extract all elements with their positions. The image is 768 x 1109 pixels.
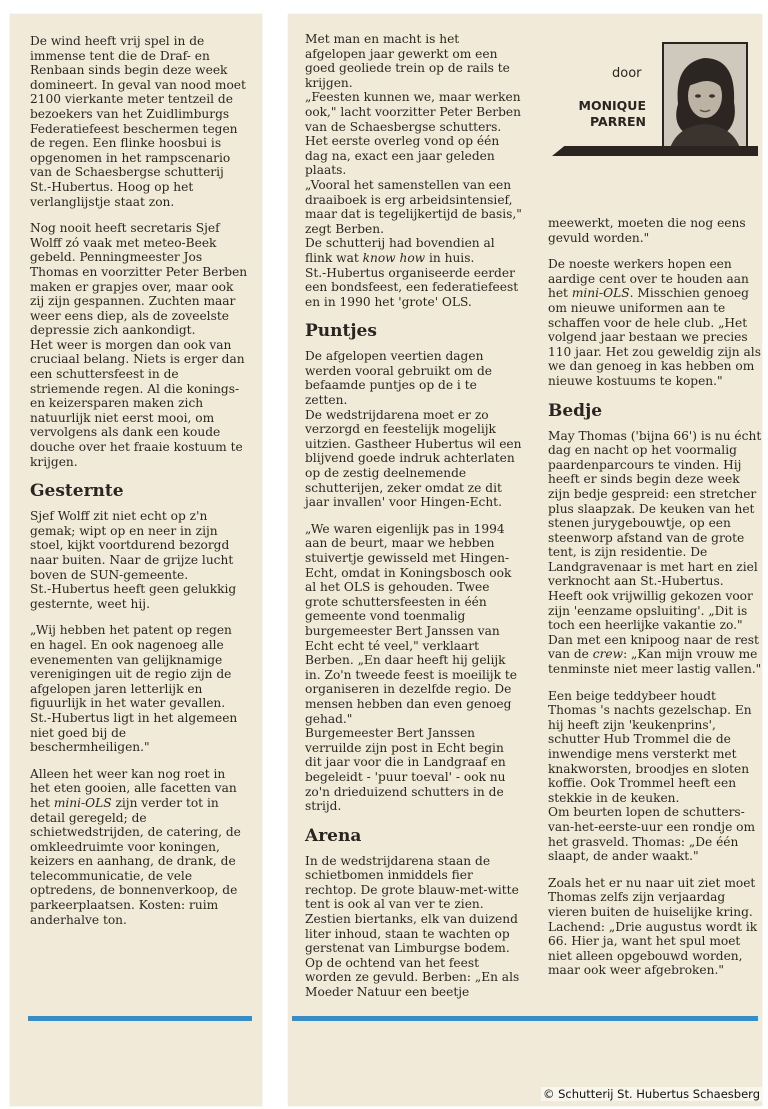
italic-term: mini-OLS	[53, 795, 112, 810]
text-run: De schutterij had bovendien al flink wat	[305, 236, 495, 265]
paragraph: De wedstrijdarena moet er zo verzorgd en feestelijk mogelijk uitzien. Gastheer Hubertus wil een blijvend goede indruk achterlaten op de zestig deelnemende schutterijen, zeker omdat ze dit jaar invallen' voor Hingen-Echt.	[305, 407, 522, 510]
quote-paragraph: „Vooral het samenstellen van een draaiboek is erg arbeidsintensief, maar dat is tegelijkertijd de basis," zegt Berben.	[305, 177, 522, 236]
copyright-notice: © Schutterij St. Hubertus Schaesberg	[542, 1087, 760, 1101]
article-column-2	[305, 32, 523, 1012]
byline-bar	[552, 146, 758, 156]
text-run: Alleen het weer kan nog roet in het eten gooien, alle facetten van het	[30, 766, 237, 810]
paragraph: Nog nooit heeft secretaris Sjef Wolff zó vaak met meteo-Beek gebeld. Penningmeester Jos Thomas en voorzitter Peter Berben maken er grapjes over, maar ook zij zijn gespannen. Zuchten maar weer eens diep, als de zoveelste depressie zich aankondigt.	[30, 221, 248, 338]
paragraph	[305, 236, 523, 265]
paragraph: St.-Hubertus heeft geen gelukkig gesternte, weet hij.	[30, 582, 237, 611]
paragraph: Met man en macht is het afgelopen jaar gewerkt om een goed geoliede trein op de rails te krijgen.	[305, 32, 510, 90]
quote-paragraph: „Wij hebben het patent op regen en hagel. En ook nagenoeg alle evenementen van gelijknamige verenigingen uit de regio zijn de afgelopen jaren letterlijk en figuurlijk in het water gevallen. St.-Hubertus ligt in het algemeen niet goed bij de beschermheiligen."	[30, 623, 238, 755]
paragraph: In de wedstrijdarena staan de schietbomen inmiddels fier rechtop. De grote blauw-met-witte tent is ook al van ver te zien.	[305, 853, 519, 912]
author-first-name: MONIQUE	[578, 98, 646, 113]
paragraph	[548, 257, 762, 388]
text-run: in huis.	[425, 250, 475, 265]
lead-paragraph: De wind heeft vrij spel in de immense tent die de Draf- en Renbaan sinds begin deze week domineert. In geval van nood moet 2100 vierkante meter tentzeil de bezoekers van het Zuidlimburgs Federatiefeest beschermen tegen de regen. Een flinke hoosbui is opgenomen in het rampscenario van de Schaesbergse schutterij St.-Hubertus. Hoog op het verlanglijstje staat zon.	[30, 34, 246, 209]
byline	[552, 38, 758, 160]
subheading-bedje: Bedje	[548, 400, 603, 421]
italic-term: know how	[362, 250, 426, 265]
paragraph: Zoals het er nu naar uit ziet moet Thomas zelfs zijn verjaardag vieren buiten de huiselijke kring. Lachend: „Drie augustus wordt ik 66. Hier ja, want het spul moet niet alleen opgebouwd worden, maar ook weer afgebroken."	[548, 875, 758, 978]
italic-term: mini-OLS	[571, 286, 630, 301]
paragraph	[30, 767, 248, 928]
paragraph: Het eerste overleg vond op één dag na, exact een jaar geleden plaats.	[305, 134, 500, 178]
text-run: : „Kan mijn vrouw me tenminste niet meer lastig vallen."	[548, 647, 762, 677]
paragraph: St.-Hubertus organiseerde eerder een bondsfeest, een federatiefeest en in 1990 het 'grote' OLS.	[305, 265, 519, 309]
italic-term: crew	[592, 647, 624, 662]
paragraph: De afgelopen veertien dagen werden vooral gebruikt om de befaamde puntjes op de i te zetten.	[305, 349, 492, 408]
quote-paragraph: „We waren eigenlijk pas in 1994 aan de beurt, maar we hebben stuivertje gewisseld met Hingen-Echt, omdat in Koningsbosch ook al het OLS is gehouden. Twee grote schuttersfeesten in één gemeente vond toenmalig burgemeester Bert Janssen van Echt echt té veel," verklaart Berben. „En daar heeft hij gelijk in. Zo'n tweede feest is moeilijk te organiseren in dezelfde regio. De mensen hebben dan even genoeg gehad."	[305, 521, 517, 726]
paragraph: Een beige teddybeer houdt Thomas 's nachts gezelschap. En hij heeft zijn 'keukenprins', schutter Hub Trommel die de inwendige mens versterkt met knakworsten, broodjes en sloten koffie. Ook Trommel heeft een stekkie in de keuken.	[548, 688, 752, 805]
subheading-arena: Arena	[305, 825, 362, 846]
article-column-1	[30, 34, 248, 939]
author-photo	[662, 42, 748, 150]
text-run: De noeste werkers hopen een aardige cent over te houden aan het	[548, 257, 749, 301]
paragraph: Op de ochtend van het feest worden ze gevuld. Berben: „En als Moeder Natuur een beetje	[305, 955, 520, 1000]
paragraph: Burgemeester Bert Janssen verruilde zijn post in Echt begin dit jaar voor die in Landgraaf en begeleidt - 'puur toeval' - ook nu zo'n drieduizend schutters in de strijd.	[305, 726, 506, 814]
text-run: . Misschien genoeg om nieuwe uniformen aan te schaffen voor de hele club. „Het volgend jaar bestaan we precies 110 jaar. Het zou geweldig zijn als we dan genoeg in kas hebben om nieuwe kostuums te kopen."	[548, 286, 761, 388]
paragraph: Om beurten lopen de schutters-van-het-eerste-uur een rondje om het grasveld. Thomas: „De één slaapt, de ander waakt."	[548, 805, 756, 864]
paragraph: Sjef Wolff zit niet echt op z'n gemak; wipt op en neer in zijn stoel, kijkt voortdurend bezorgd naar buiten. Naar de grijze lucht boven de SUN-gemeente.	[30, 509, 234, 582]
paragraph	[548, 589, 762, 677]
quote-paragraph: meewerkt, moeten die nog eens gevuld worden."	[548, 216, 746, 245]
text-run: zijn verder tot in detail geregeld; de schietwedstrijden, de catering, de omkleedruimte voor koningen, keizers en aanhang, de drank, de telecommunicatie, de vele optredens, de bonnenverkoop, de parkeerplaatsen. Kosten: ruim anderhalve ton.	[30, 795, 241, 927]
paragraph: May Thomas ('bijna 66') is nu écht dag en nacht op het voormalig paardenparcours te vinden. Hij heeft er sinds begin deze week zijn bedje gespreid: een stretcher plus slaapzak. De keuken van het stenen jurygebouwtje, op een steenworp afstand van de grote tent, is zijn residentie. De Landgravenaar is met hart en ziel verknocht aan St.-Hubertus.	[548, 428, 762, 589]
paragraph: Zestien biertanks, elk van duizend liter inhoud, staan te wachten op gerstenat van Limburgse bodem.	[305, 912, 518, 956]
portrait-icon	[664, 44, 746, 148]
article-column-3	[548, 216, 762, 990]
byline-prefix: door	[612, 66, 642, 81]
subheading-puntjes: Puntjes	[305, 321, 377, 342]
author-name	[572, 98, 646, 130]
text-run: Heeft ook vrijwillig gekozen voor zijn 'eenzame opsluiting'. „Dit is toch een heerlijke vakantie zo." Dan met een knipoog naar de rest van de	[548, 589, 759, 662]
blue-rule-right	[292, 1016, 758, 1021]
paragraph: Het weer is morgen dan ook van cruciaal belang. Niets is erger dan een schuttersfeest in de striemende regen. Al die konings- en keizersparen maken zich natuurlijk niet eerst mooi, om vervolgens als dank een koude douche over het fraaie kostuum te krijgen.	[30, 337, 245, 469]
quote-paragraph: „Feesten kunnen we, maar werken ook," lacht voorzitter Peter Berben van de Schaesbergse schutters.	[305, 90, 521, 134]
subheading-gesternte: Gesternte	[30, 481, 124, 502]
blue-rule-left	[28, 1016, 252, 1021]
author-last-name: PARREN	[590, 114, 646, 129]
